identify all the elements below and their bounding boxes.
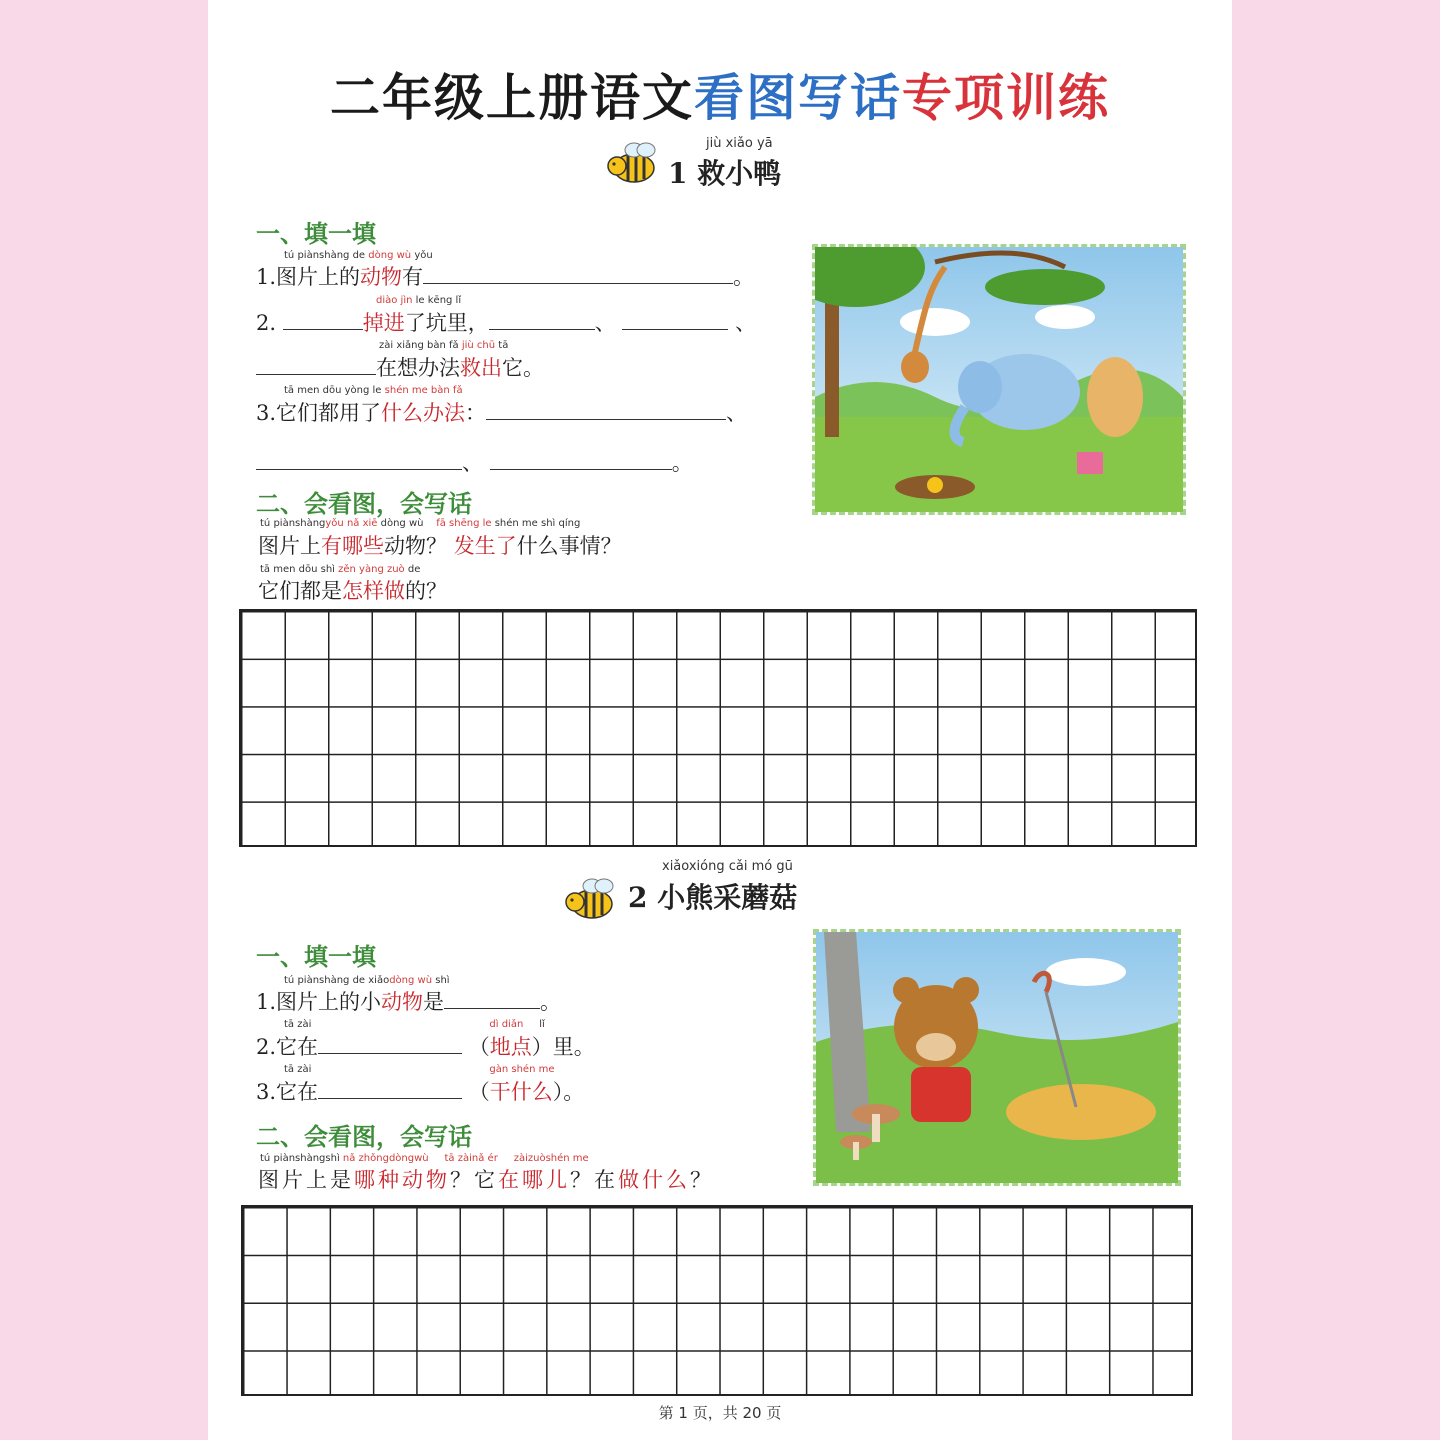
lesson2-section1-heading: 一、填一填 [256, 942, 376, 971]
lesson1-writing-grid[interactable] [239, 609, 1197, 847]
lesson1-prompt1: 图片上有哪些动物？ 发生了什么事情？ [258, 534, 622, 558]
answer-blank[interactable] [486, 405, 726, 420]
lesson1-q1-pinyin: tú piànshàng de dòng wù yǒu [284, 250, 433, 261]
lesson2-q1-pinyin: tú piànshàng de xiǎodòng wù shì [284, 975, 450, 986]
lesson2-p1-pinyin: tú piànshàngshì nǎ zhǒngdòngwù tā zàinǎ ér zàizuòshén me [260, 1153, 589, 1164]
answer-blank[interactable] [256, 360, 376, 375]
lesson1-q2: 2. 掉进了坑里， 、 、 [256, 311, 757, 335]
lesson1-heading: 1 救小鸭 [668, 157, 782, 190]
lesson2-q2: 2.它在 （地点）里。 [256, 1035, 595, 1059]
answer-blank[interactable] [256, 455, 462, 470]
lesson1-q2b-pinyin: zài xiǎng bàn fǎ jiù chū tā [379, 340, 509, 351]
answer-blank[interactable] [318, 1039, 462, 1054]
answer-blank[interactable] [318, 1084, 462, 1099]
page-title: 二年级上册语文看图写话专项训练 [330, 69, 1110, 127]
lesson2-q1: 1.图片上的小动物是 。 [256, 990, 562, 1014]
bee-icon [604, 140, 660, 186]
answer-blank[interactable] [622, 315, 728, 330]
bee-icon [562, 876, 618, 922]
lesson2-prompt: 图片上是哪种动物？它在哪儿？在做什么？ [258, 1168, 714, 1192]
answer-blank[interactable] [283, 315, 363, 330]
answer-blank[interactable] [444, 994, 540, 1009]
lesson2-q3: 3.它在 （干什么）。 [256, 1080, 585, 1104]
lesson1-q1: 1.图片上的动物有 。 [256, 265, 755, 289]
lesson1-pinyin: jiù xiǎo yā [706, 136, 773, 151]
lesson2-q2-pinyin: tā zài dì diǎn lǐ [284, 1019, 545, 1030]
answer-blank[interactable] [490, 455, 672, 470]
lesson2-writing-grid[interactable] [241, 1205, 1193, 1396]
lesson1-q3b: 、 。 [256, 447, 693, 477]
lesson2-heading: 2 小熊采蘑菇 [628, 881, 798, 914]
lesson2-section2-heading: 二、会看图，会写话 [256, 1122, 472, 1151]
lesson1-q3-pinyin: tā men dōu yòng le shén me bàn fǎ [284, 385, 463, 396]
lesson2-q3-pinyin: tā zài gàn shén me [284, 1064, 555, 1075]
lesson1-illustration [812, 244, 1186, 515]
lesson1-section1-heading: 一、填一填 [256, 219, 376, 248]
lesson1-q3: 3.它们都用了什么办法： 、 [256, 401, 748, 425]
lesson2-illustration [813, 929, 1181, 1186]
answer-blank[interactable] [423, 269, 733, 284]
lesson1-q2b: 在想办法救出它。 [256, 352, 544, 382]
lesson2-pinyin: xiǎoxióng cǎi mó gū [662, 859, 793, 874]
lesson1-section2-heading: 二、会看图，会写话 [256, 489, 472, 518]
lesson1-prompt2: 它们都是怎样做的？ [258, 579, 447, 603]
page-footer: 第 1 页，共 20 页 [658, 1404, 782, 1422]
answer-blank[interactable] [489, 315, 595, 330]
lesson1-q2-pinyin: diào jìn le kēng lǐ [376, 295, 462, 306]
lesson1-p2-pinyin: tā men dōu shì zěn yàng zuò de [260, 564, 421, 575]
lesson1-p1-pinyin: tú piànshàngyǒu nǎ xiē dòng wù fā shēng le shén me shì qíng [260, 518, 581, 529]
